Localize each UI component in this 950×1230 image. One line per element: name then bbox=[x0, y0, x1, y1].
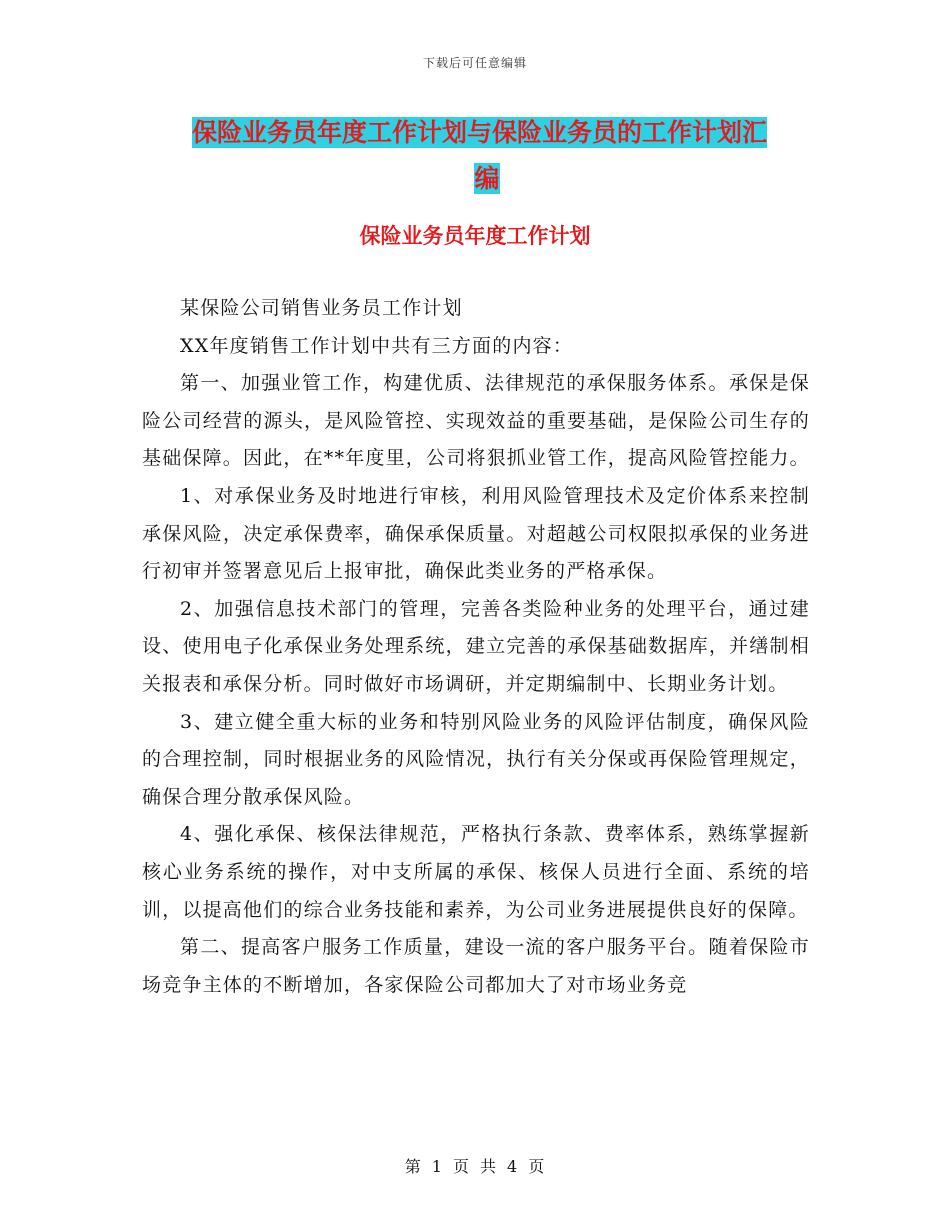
footer-word: 共 bbox=[480, 1157, 498, 1176]
page-total: 4 bbox=[507, 1157, 519, 1176]
paragraph: 第一、加强业管工作，构建优质、法律规范的承保服务体系。承保是保险公司经营的源头，是风险管控、实现效益的重要基础，是保险公司生存的基础保障。因此，在**年度里，公司将狠抓业管工作，提高风险管控能力。 bbox=[142, 372, 810, 470]
paragraph: 3、建立健全重大标的业务和特别风险业务的风险评估制度，确保风险的合理控制，同时根据业务的风险情况，执行有关分保或再保险管理规定，确保合理分散承保风险。 bbox=[142, 710, 810, 808]
page-footer bbox=[0, 1154, 950, 1177]
page-number: 1 bbox=[431, 1157, 443, 1176]
paragraph: 2、加强信息技术部门的管理，完善各类险种业务的处理平台，通过建设、使用电子化承保业务处理系统，建立完善的承保基础数据库，并缮制相关报表和承保分析。同时做好市场调研，并定期编制中、长期业务计划。 bbox=[142, 597, 810, 695]
header-note: 下载后可任意编辑 bbox=[422, 56, 527, 70]
title-highlight-2: 编 bbox=[474, 164, 500, 193]
document-title-line-2 bbox=[192, 156, 812, 202]
paragraph: XX年度销售工作计划中共有三方面的内容： bbox=[180, 334, 574, 357]
paragraph: 4、强化承保、核保法律规范，严格执行条款、费率体系，熟练掌握新核心业务系统的操作，对中支所属的承保、核保人员进行全面、系统的培训，以提高他们的综合业务技能和素养，为公司业务进展提供良好的保障。 bbox=[142, 823, 810, 921]
paragraph: 1、对承保业务及时地进行审核，利用风险管理技术及定价体系来控制承保风险，决定承保费率，确保承保质量。对超越公司权限拟承保的业务进行初审并签署意见后上报审批，确保此类业务的严格承保。 bbox=[142, 484, 810, 583]
document-title-line-1 bbox=[192, 110, 812, 156]
footer-word: 页 bbox=[528, 1157, 546, 1176]
document-body bbox=[142, 290, 810, 1004]
footer-word: 页 bbox=[452, 1157, 470, 1176]
paragraph: 第二、提高客户服务工作质量，建设一流的客户服务平台。随着保险市场竞争主体的不断增加，各家保险公司都加大了对市场业务竞 bbox=[142, 936, 810, 996]
footer-word: 第 bbox=[404, 1157, 422, 1176]
paragraph: 某保险公司销售业务员工作计划 bbox=[180, 297, 463, 319]
section-title: 保险业务员年度工作计划 bbox=[359, 224, 591, 248]
title-highlight-1: 保险业务员年度工作计划与保险业务员的工作计划汇 bbox=[192, 118, 768, 147]
document-title bbox=[192, 110, 812, 202]
